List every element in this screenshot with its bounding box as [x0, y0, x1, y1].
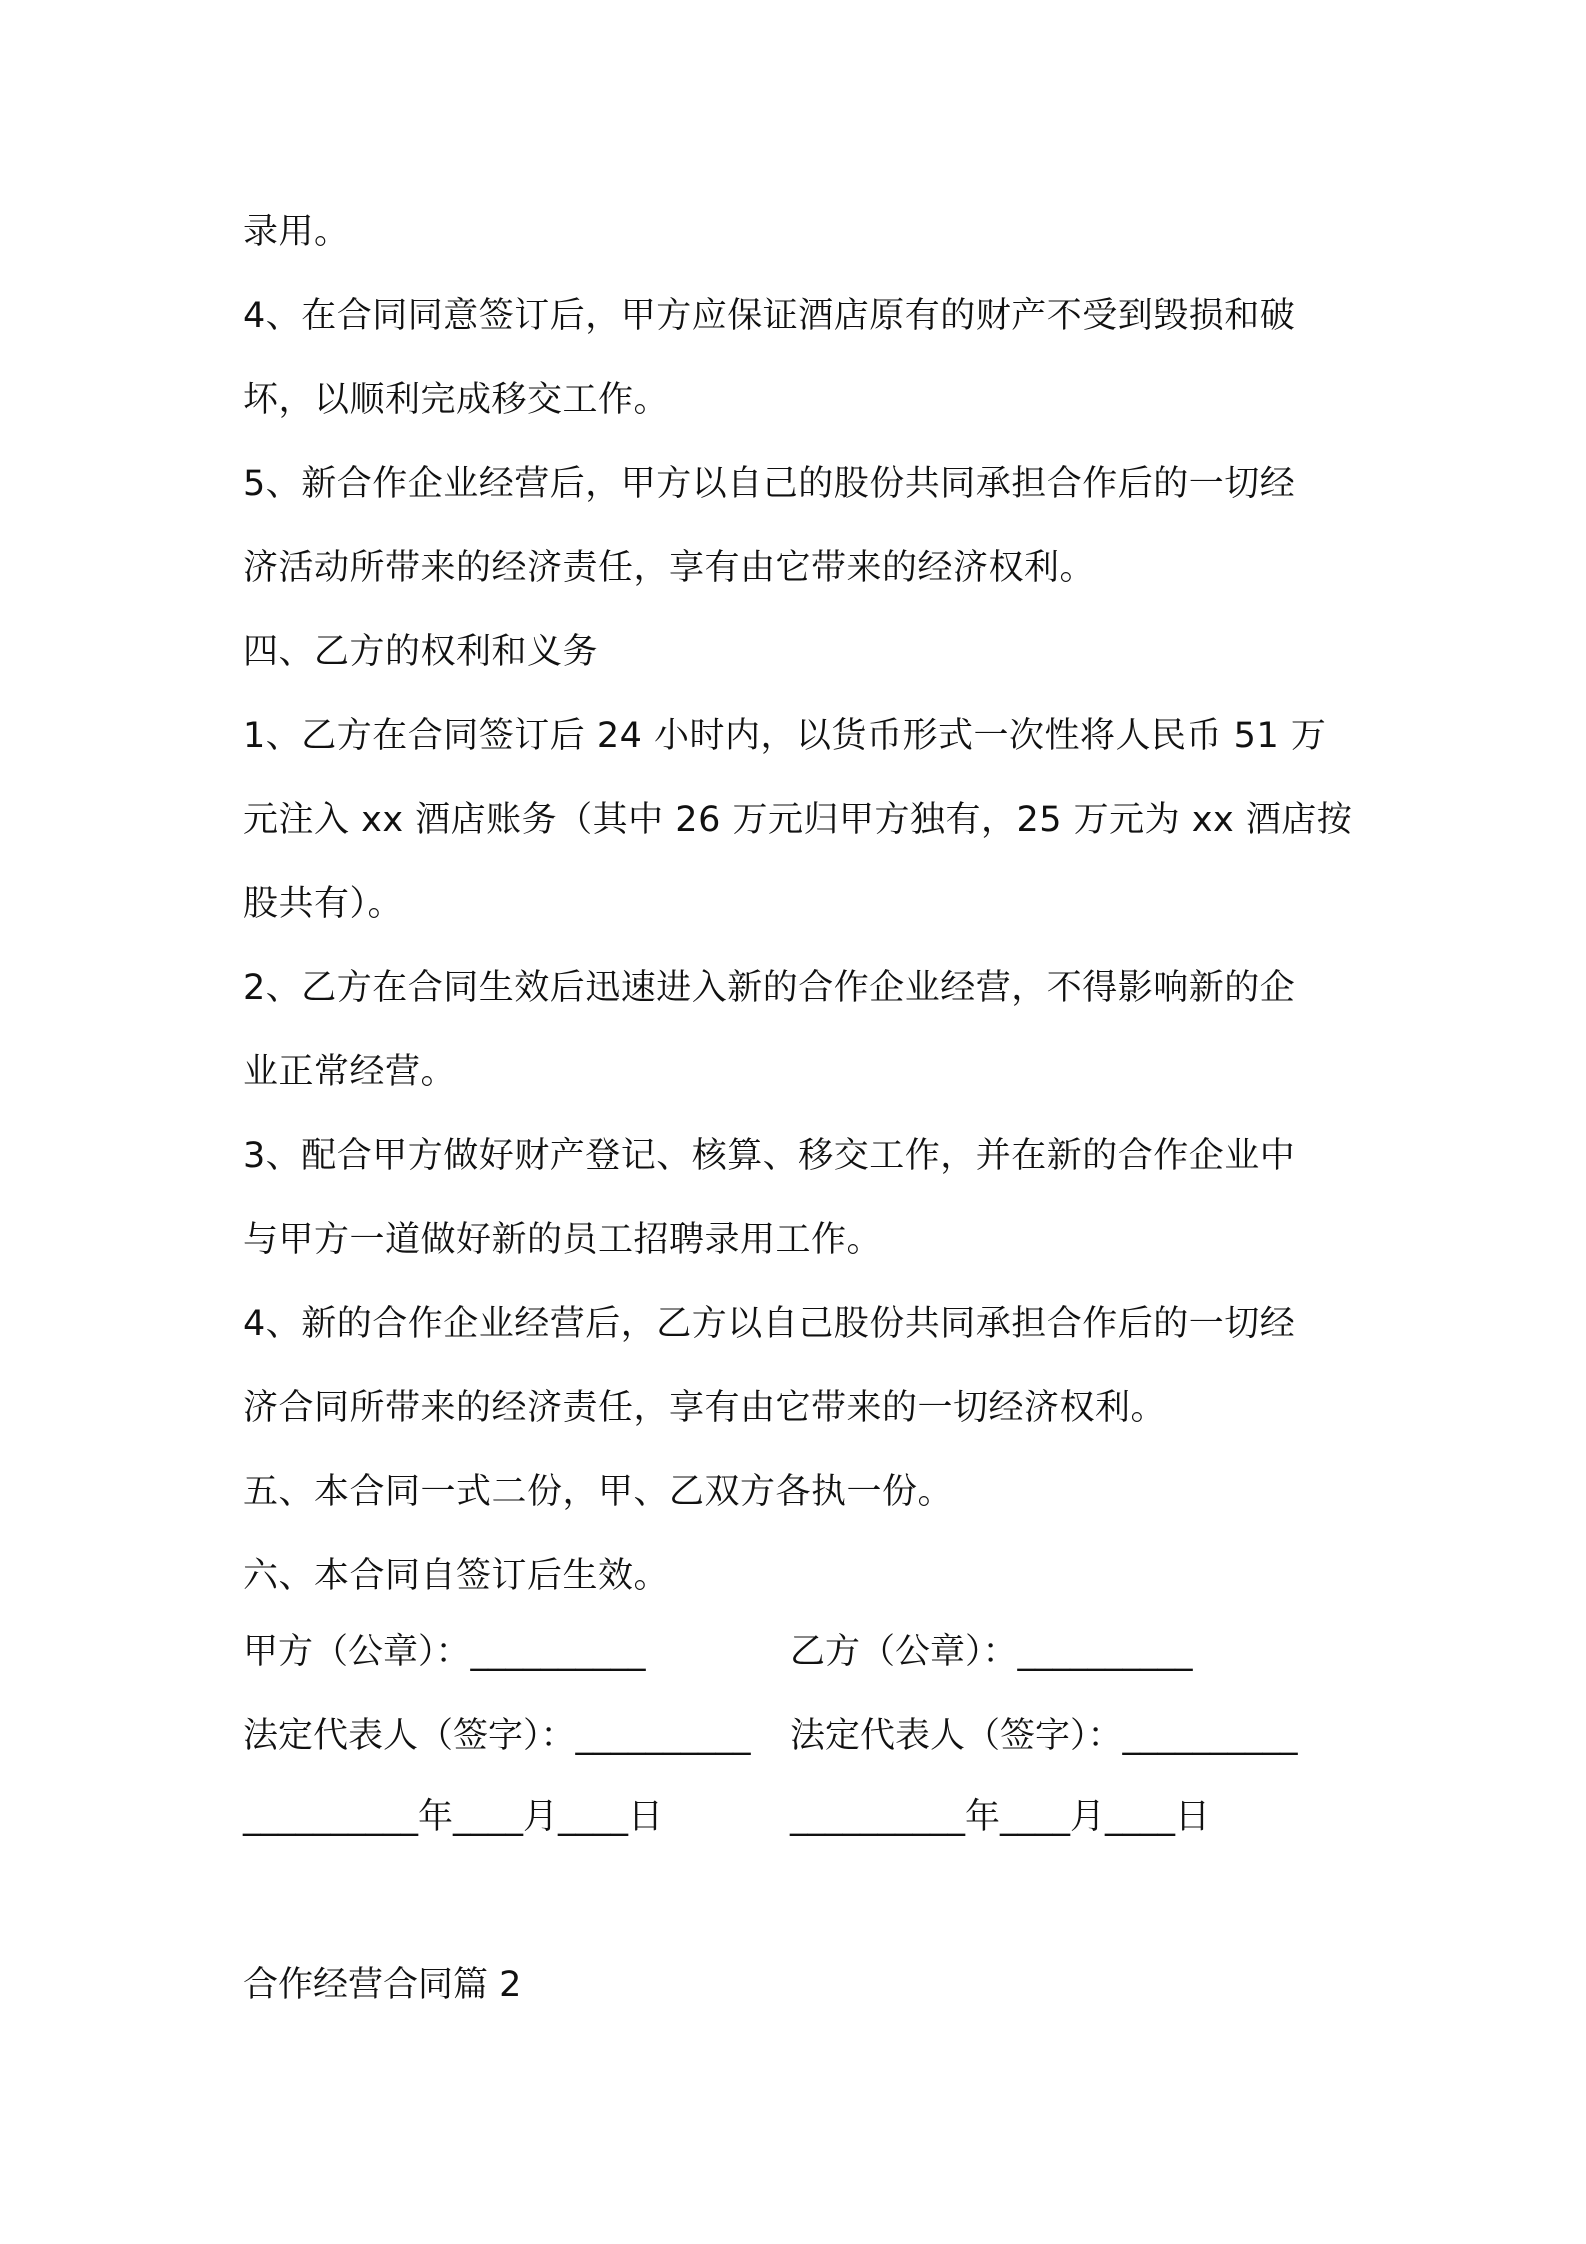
section-6: 六、本合同自签订后生效。 — [243, 1556, 670, 1596]
clause-4-line-2: 坏，以顺利完成移交工作。 — [243, 380, 670, 420]
clause-4-line-1: 4、在合同同意签订后，甲方应保证酒店原有的财产不受到毁损和破 — [243, 296, 1296, 336]
party-b-seal: 乙方（公章）：__________ — [790, 1632, 1193, 1672]
party-a-representative: 法定代表人（签字）：__________ — [243, 1716, 751, 1756]
b-clause-1-line-3: 股共有）。 — [243, 884, 404, 924]
b-clause-3-line-2: 与甲方一道做好新的员工招聘录用工作。 — [243, 1220, 883, 1260]
next-section-title: 合作经营合同篇 2 — [243, 1965, 522, 2005]
b-clause-3-line-1: 3、配合甲方做好财产登记、核算、移交工作，并在新的合作企业中 — [243, 1136, 1296, 1176]
b-clause-4-line-1: 4、新的合作企业经营后，乙方以自己股份共同承担合作后的一切经 — [243, 1304, 1296, 1344]
party-b-date: __________年____月____日 — [790, 1797, 1211, 1837]
party-b-representative: 法定代表人（签字）：__________ — [790, 1716, 1298, 1756]
section-5: 五、本合同一式二份，甲、乙双方各执一份。 — [243, 1472, 954, 1512]
b-clause-1-line-2: 元注入 xx 酒店账务（其中 26 万元归甲方独有，25 万元为 xx 酒店按 — [243, 800, 1353, 840]
clause-5-line-2: 济活动所带来的经济责任，享有由它带来的经济权利。 — [243, 548, 1096, 588]
party-a-date: __________年____月____日 — [243, 1797, 664, 1837]
section-heading-4: 四、乙方的权利和义务 — [243, 632, 599, 672]
text-line: 录用。 — [243, 212, 350, 252]
clause-5-line-1: 5、新合作企业经营后，甲方以自己的股份共同承担合作后的一切经 — [243, 464, 1296, 504]
b-clause-4-line-2: 济合同所带来的经济责任，享有由它带来的一切经济权利。 — [243, 1388, 1167, 1428]
party-a-seal: 甲方（公章）：__________ — [243, 1632, 646, 1672]
b-clause-1-line-1: 1、乙方在合同签订后 24 小时内，以货币形式一次性将人民币 51 万 — [243, 716, 1327, 756]
b-clause-2-line-2: 业正常经营。 — [243, 1052, 457, 1092]
b-clause-2-line-1: 2、乙方在合同生效后迅速进入新的合作企业经营，不得影响新的企 — [243, 968, 1296, 1008]
